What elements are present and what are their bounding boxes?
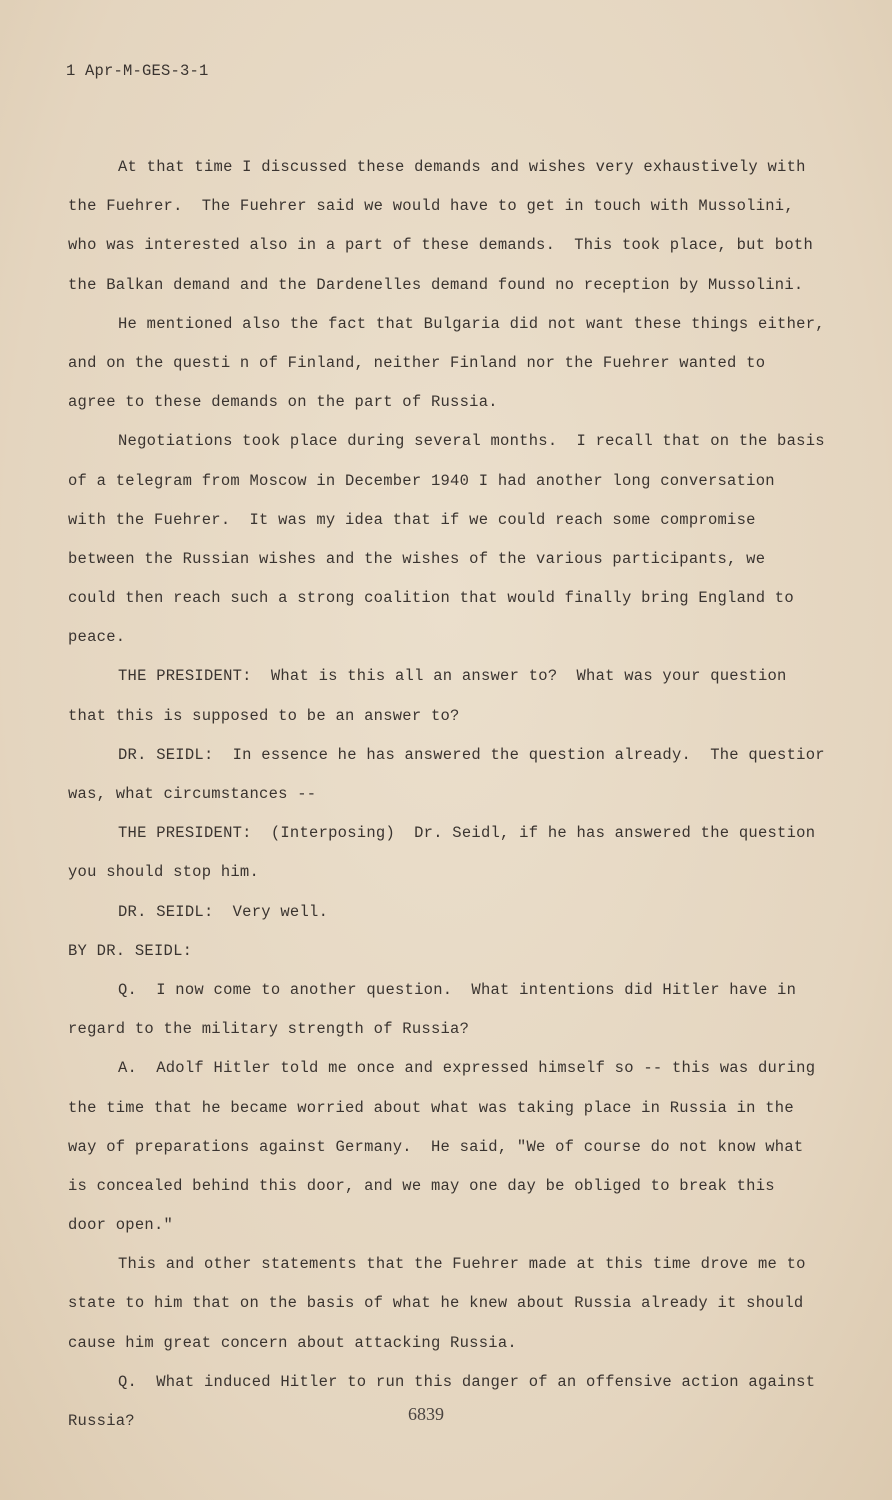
text-line: At that time I discussed these demands and wishes very exhaustively with xyxy=(118,158,806,176)
text-line: way of preparations against Germany. He said, "We of course do not know what xyxy=(68,1137,804,1156)
text-line: BY DR. SEIDL: xyxy=(68,941,193,960)
text-line: the Fuehrer. The Fuehrer said we would have to get in touch with Mussolini, xyxy=(68,197,794,216)
text-line: and on the questi n of Finland, neither Finland nor the Fuehrer wanted to xyxy=(68,353,766,372)
text-line: regard to the military strength of Russia? xyxy=(68,1020,470,1039)
text-line: with the Fuehrer. It was my idea that if we could reach some compromise xyxy=(68,510,756,529)
text-line: peace. xyxy=(68,628,126,647)
text-line: the time that he became worried about what was taking place in Russia in the xyxy=(68,1098,794,1117)
text-line: THE PRESIDENT: (Interposing) Dr. Seidl, if he has answered the question xyxy=(118,824,816,843)
text-line: the Balkan demand and the Dardenelles demand found no reception by Mussolini. xyxy=(68,275,804,294)
text-line: of a telegram from Moscow in December 1940 I had another long conversation xyxy=(68,471,775,490)
text-line: that this is supposed to be an answer to? xyxy=(68,706,460,725)
text-line: This and other statements that the Fuehrer made at this time drove me to xyxy=(118,1255,806,1274)
text-line: cause him great concern about attacking Russia. xyxy=(68,1333,517,1352)
text-line: you should stop him. xyxy=(68,863,260,882)
text-line: A. Adolf Hitler told me once and expressed himself so -- this was during xyxy=(118,1059,816,1078)
text-line: could then reach such a strong coalition that would finally bring England to xyxy=(68,589,794,608)
text-line: Negotiations took place during several months. I recall that on the basis xyxy=(118,432,825,451)
text-line: was, what circumstances -- xyxy=(68,785,317,803)
text-line: door open." xyxy=(68,1216,174,1235)
text-line: DR. SEIDL: Very well. xyxy=(118,902,329,921)
text-line: THE PRESIDENT: What is this all an answer to? What was your question xyxy=(118,667,787,686)
text-line: who was interested also in a part of these demands. This took place, but both xyxy=(68,236,814,255)
page-number: 6839 xyxy=(408,1404,444,1424)
text-line: Q. I now come to another question. What intentions did Hitler have in xyxy=(118,980,797,999)
text-line: agree to these demands on the part of Russia. xyxy=(68,393,498,412)
text-line: state to him that on the basis of what he knew about Russia already it should xyxy=(68,1294,804,1313)
document-reference: 1 Apr-M-GES-3-1 xyxy=(66,62,209,80)
text-line: He mentioned also the fact that Bulgaria did not want these things either, xyxy=(118,314,825,333)
text-line: between the Russian wishes and the wishes of the various participants, we xyxy=(68,549,766,568)
text-line: Russia? xyxy=(68,1412,135,1430)
text-line: DR. SEIDL: In essence he has answered the question already. The questior xyxy=(118,745,825,764)
text-line: Q. What induced Hitler to run this danger of an offensive action against xyxy=(118,1372,816,1391)
text-line: is concealed behind this door, and we may one day be obliged to break this xyxy=(68,1176,775,1195)
transcript-body xyxy=(68,148,838,1441)
